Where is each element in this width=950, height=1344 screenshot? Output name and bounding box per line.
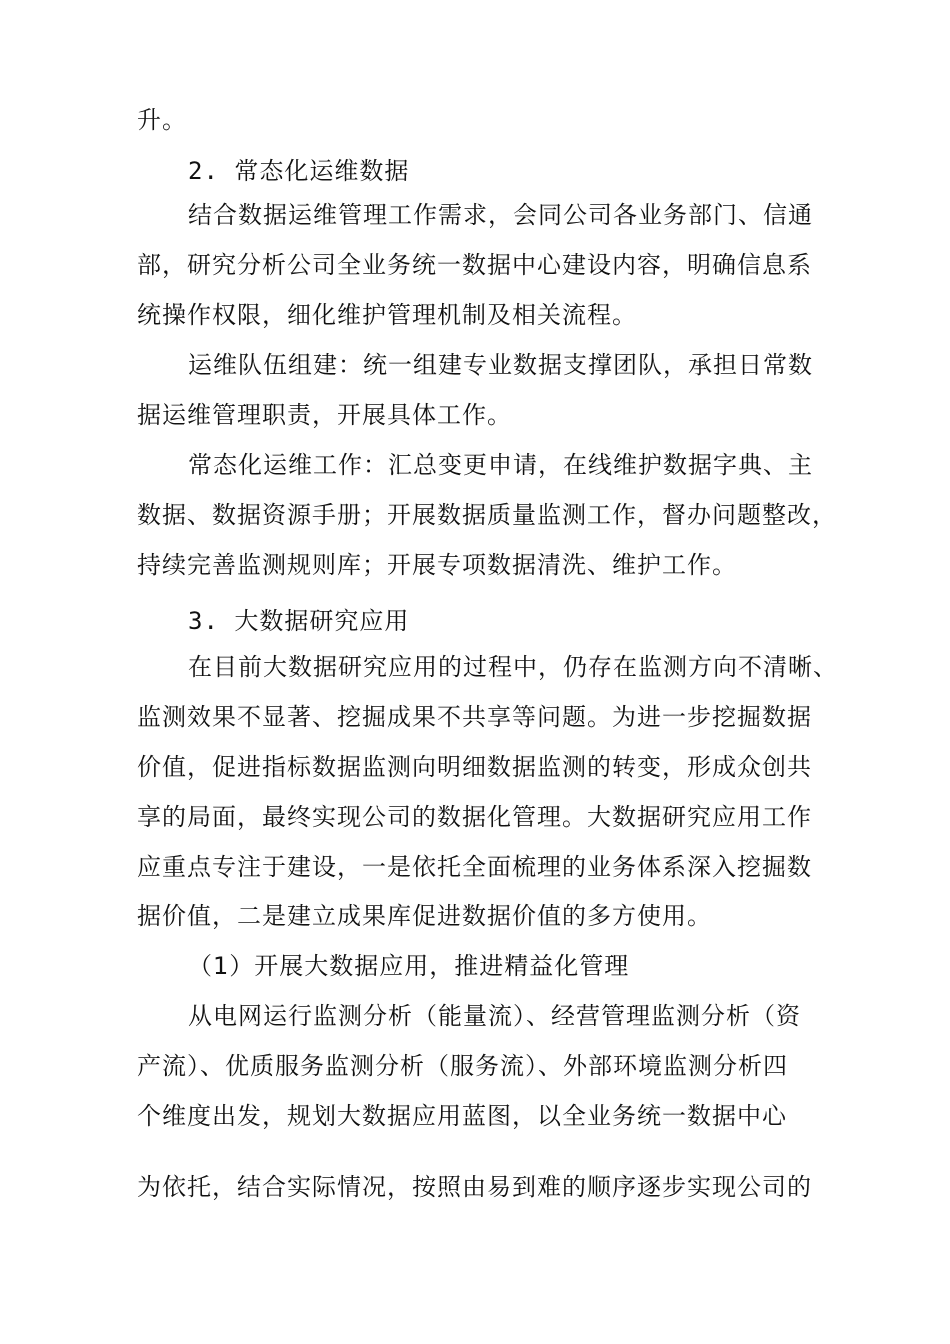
section-heading: 2. 常态化运维数据 — [188, 157, 410, 185]
text-line: 为依托，结合实际情况，按照由易到难的顺序逐步实现公司的 — [137, 1173, 812, 1201]
text-line: 运维队伍组建：统一组建专业数据支撑团队，承担日常数 — [188, 351, 813, 379]
text-line: 统操作权限，细化维护管理机制及相关流程。 — [137, 301, 637, 329]
sub-heading: （1）开展大数据应用，推进精益化管理 — [188, 952, 630, 980]
text-line: 从电网运行监测分析（能量流）、经营管理监测分析（资 — [188, 1002, 801, 1030]
text-line: 个维度出发，规划大数据应用蓝图，以全业务统一数据中心 — [137, 1102, 787, 1130]
text-line: 部，研究分析公司全业务统一数据中心建设内容，明确信息系 — [137, 251, 812, 279]
text-line: 持续完善监测规则库；开展专项数据清洗、维护工作。 — [137, 551, 737, 579]
text-line: 监测效果不显著、挖掘成果不共享等问题。为进一步挖掘数据 — [137, 703, 812, 731]
section-heading: 3. 大数据研究应用 — [188, 607, 410, 635]
text-line: 在目前大数据研究应用的过程中，仍存在监测方向不清晰、 — [188, 653, 838, 681]
text-line: 应重点专注于建设，一是依托全面梳理的业务体系深入挖掘数 — [137, 853, 812, 881]
text-line: 升。 — [137, 106, 187, 134]
text-line: 结合数据运维管理工作需求，会同公司各业务部门、信通 — [188, 201, 813, 229]
text-line: 价值，促进指标数据监测向明细数据监测的转变，形成众创共 — [137, 753, 812, 781]
text-line: 享的局面，最终实现公司的数据化管理。大数据研究应用工作 — [137, 803, 812, 831]
text-line: 常态化运维工作：汇总变更申请，在线维护数据字典、主 — [188, 451, 813, 479]
text-line: 据价值，二是建立成果库促进数据价值的多方使用。 — [137, 902, 712, 930]
text-line: 数据、数据资源手册；开展数据质量监测工作，督办问题整改， — [137, 501, 837, 529]
text-line: 产流）、优质服务监测分析（服务流）、外部环境监测分析四 — [137, 1052, 788, 1080]
text-line: 据运维管理职责，开展具体工作。 — [137, 401, 512, 429]
